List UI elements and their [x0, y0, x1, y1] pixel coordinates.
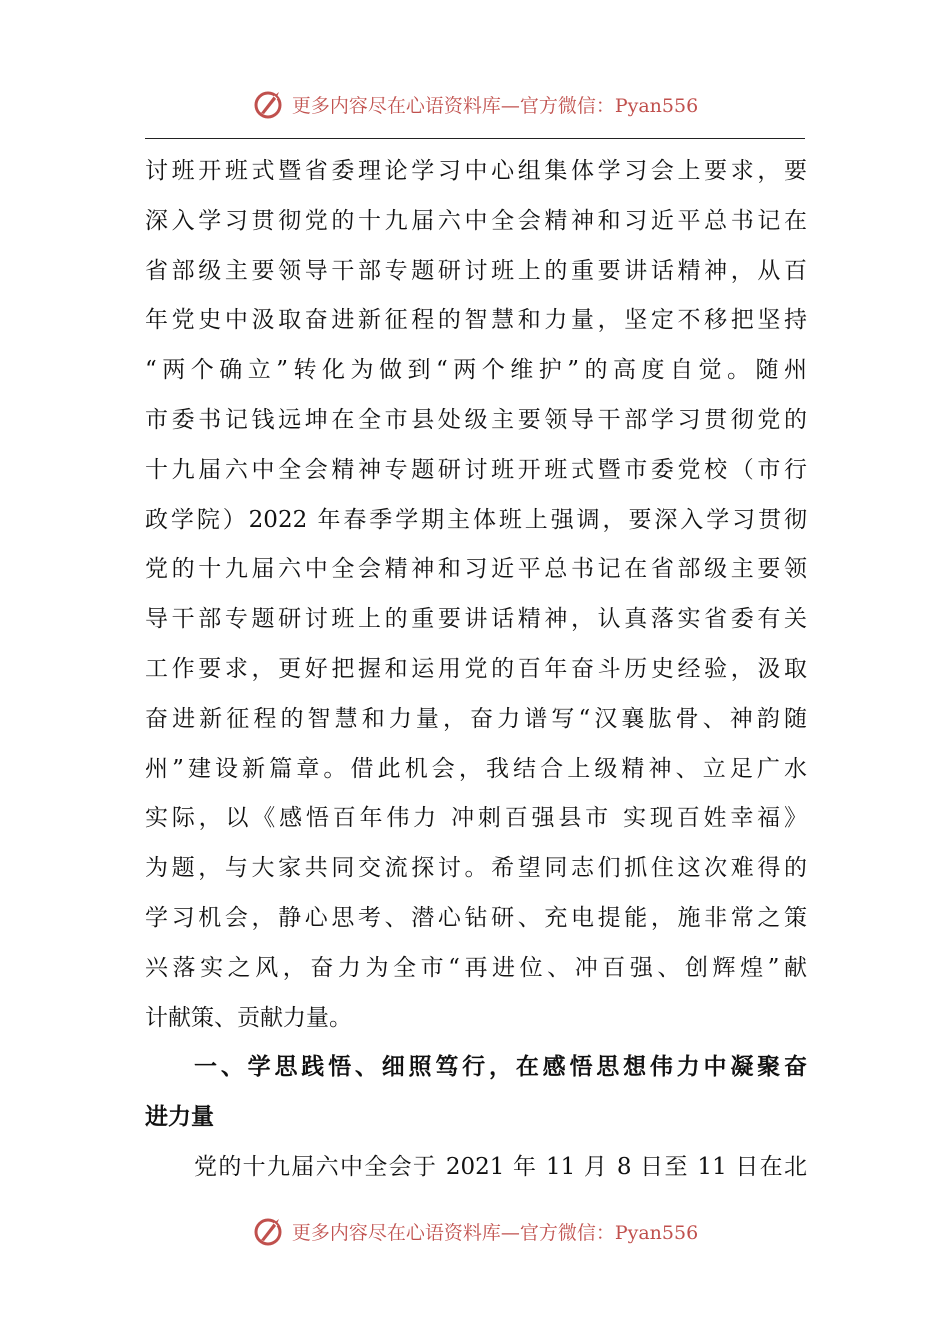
body-line: 十九届六中全会精神专题研讨班开班式暨市委党校（市行 [145, 456, 807, 483]
footer-banner [0, 1211, 950, 1251]
body-line: 奋进新征程的智慧和力量，奋力谱写“汉襄肱骨、神韵随 [145, 705, 807, 732]
body-line: 实际，以《感悟百年伟力 冲刺百强县市 实现百姓幸福》 [145, 805, 807, 832]
header-divider [145, 138, 805, 139]
body-line: 导干部专题研讨班上的重要讲话精神，认真落实省委有关 [145, 606, 807, 633]
header-banner [0, 84, 950, 124]
body-line: 州”建设新篇章。借此机会，我结合上级精神、立足广水 [145, 755, 807, 782]
body-line: 讨班开班式暨省委理论学习中心组集体学习会上要求，要 [145, 158, 807, 184]
body-line: 兴落实之风，奋力为全市“再进位、冲百强、创辉煌”献 [145, 954, 807, 981]
pen-circle-logo-icon [252, 87, 286, 121]
body-line: 党的十九届六中全会精神和习近平总书记在省部级主要领 [145, 556, 807, 583]
header-brand-text: 更多内容尽在心语资料库—官方微信：Pyan556 [291, 94, 699, 117]
body-line: 市委书记钱远坤在全市县处级主要领导干部学习贯彻党的 [145, 406, 807, 433]
body-line: 学习机会，静心思考、潜心钻研、充电提能，施非常之策 [145, 904, 807, 931]
body-line: 省部级主要领导干部专题研讨班上的重要讲话精神，从百 [145, 257, 807, 284]
document-body [145, 147, 807, 1193]
section-first-line: 党的十九届六中全会于 2021 年 11 月 8 日至 11 日在北 [194, 1153, 807, 1180]
body-line: 深入学习贯彻党的十九届六中全会精神和习近平总书记在 [145, 207, 807, 234]
body-line: “两个确立”转化为做到“两个维护”的高度自觉。随州 [145, 357, 807, 384]
pen-circle-logo-icon [252, 1214, 286, 1248]
body-line: 工作要求，更好把握和运用党的百年奋斗历史经验，汲取 [145, 655, 807, 682]
body-line: 计献策、贡献力量。 [145, 1004, 352, 1031]
footer-brand-text: 更多内容尽在心语资料库—官方微信：Pyan556 [291, 1221, 699, 1244]
section-heading-continued: 进力量 [145, 1104, 214, 1131]
body-line: 年党史中汲取奋进新征程的智慧和力量，坚定不移把坚持 [145, 307, 807, 334]
section-heading: 一、学思践悟、细照笃行，在感悟思想伟力中凝聚奋 [194, 1054, 807, 1081]
body-line: 为题，与大家共同交流探讨。希望同志们抓住这次难得的 [145, 855, 807, 882]
body-line: 政学院）2022 年春季学期主体班上强调，要深入学习贯彻 [145, 506, 807, 533]
